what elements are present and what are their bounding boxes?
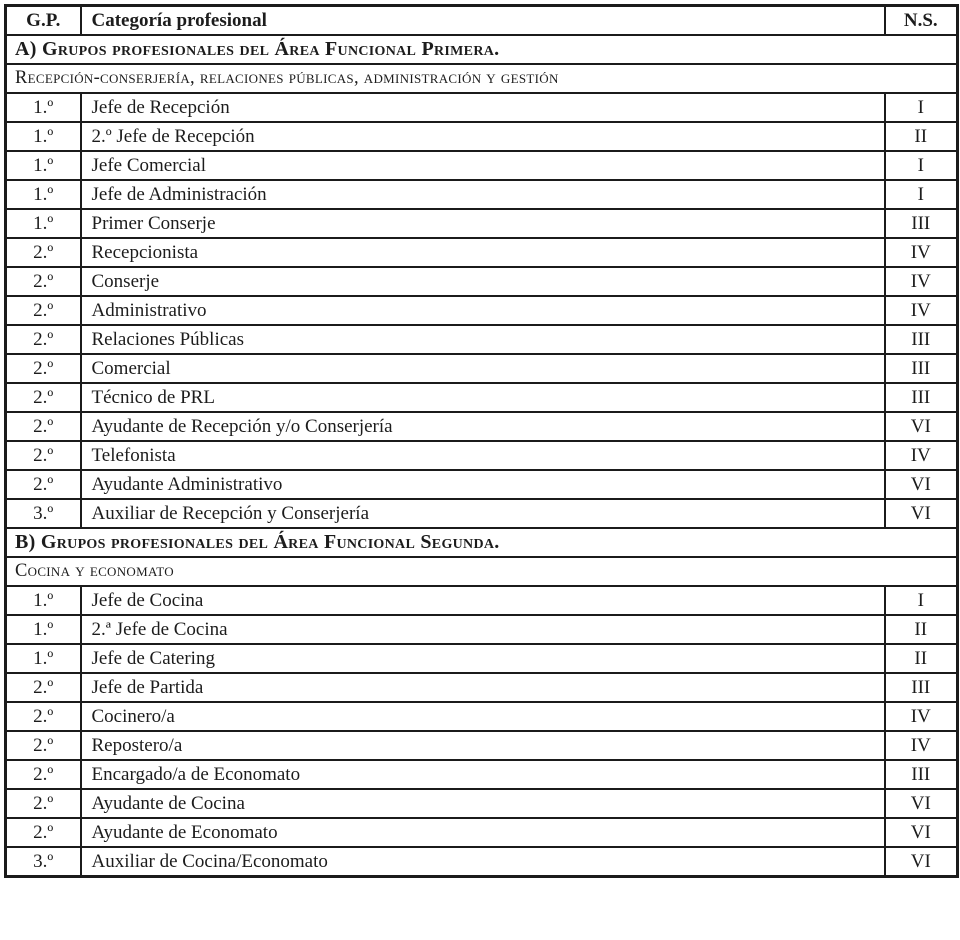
gp-cell: 1.º (6, 209, 81, 238)
subsection-title: Recepción-conserjería, relaciones públicas, administración y gestión (6, 64, 958, 93)
category-cell: Jefe de Partida (81, 673, 885, 702)
table-row (6, 586, 958, 615)
category-cell: Cocinero/a (81, 702, 885, 731)
category-cell: Comercial (81, 354, 885, 383)
ns-cell: VI (885, 847, 958, 877)
ns-cell: II (885, 122, 958, 151)
ns-cell: I (885, 151, 958, 180)
table-row (6, 180, 958, 209)
table-row (6, 702, 958, 731)
section-title: B) Grupos profesionales del Área Funcional Segunda. (6, 528, 958, 557)
table-row (6, 731, 958, 760)
subsection-header-row (6, 64, 958, 93)
table-row (6, 267, 958, 296)
category-cell: Jefe de Catering (81, 644, 885, 673)
ns-cell: IV (885, 441, 958, 470)
table-row (6, 412, 958, 441)
table-row (6, 383, 958, 412)
category-cell: Jefe de Administración (81, 180, 885, 209)
category-cell: Auxiliar de Cocina/Economato (81, 847, 885, 877)
professional-categories-table (4, 4, 959, 878)
table-row (6, 470, 958, 499)
table-row (6, 354, 958, 383)
table-row (6, 93, 958, 122)
gp-cell: 1.º (6, 586, 81, 615)
table-row (6, 209, 958, 238)
gp-cell: 2.º (6, 383, 81, 412)
category-cell: Ayudante de Cocina (81, 789, 885, 818)
gp-cell: 2.º (6, 789, 81, 818)
ns-cell: III (885, 673, 958, 702)
ns-cell: III (885, 325, 958, 354)
category-cell: Administrativo (81, 296, 885, 325)
section-header-row (6, 528, 958, 557)
column-header-gp: G.P. (6, 6, 81, 36)
subsection-title: Cocina y economato (6, 557, 958, 586)
gp-cell: 2.º (6, 267, 81, 296)
table-row (6, 441, 958, 470)
table-row (6, 325, 958, 354)
gp-cell: 1.º (6, 151, 81, 180)
ns-cell: VI (885, 499, 958, 528)
column-header-ns: N.S. (885, 6, 958, 36)
ns-cell: IV (885, 238, 958, 267)
category-cell: Ayudante de Economato (81, 818, 885, 847)
category-cell: Ayudante Administrativo (81, 470, 885, 499)
gp-cell: 1.º (6, 615, 81, 644)
table-row (6, 122, 958, 151)
table-row (6, 673, 958, 702)
gp-cell: 2.º (6, 441, 81, 470)
gp-cell: 2.º (6, 470, 81, 499)
table-row (6, 296, 958, 325)
gp-cell: 2.º (6, 412, 81, 441)
subsection-header-row (6, 557, 958, 586)
gp-cell: 2.º (6, 673, 81, 702)
ns-cell: IV (885, 267, 958, 296)
gp-cell: 2.º (6, 731, 81, 760)
ns-cell: II (885, 644, 958, 673)
category-cell: Primer Conserje (81, 209, 885, 238)
category-cell: Jefe de Recepción (81, 93, 885, 122)
gp-cell: 1.º (6, 122, 81, 151)
table-row (6, 760, 958, 789)
category-cell: Conserje (81, 267, 885, 296)
gp-cell: 2.º (6, 702, 81, 731)
ns-cell: II (885, 615, 958, 644)
category-cell: 2.ª Jefe de Cocina (81, 615, 885, 644)
ns-cell: III (885, 354, 958, 383)
category-cell: Telefonista (81, 441, 885, 470)
table-row (6, 499, 958, 528)
gp-cell: 1.º (6, 93, 81, 122)
gp-cell: 2.º (6, 818, 81, 847)
section-header-row (6, 35, 958, 64)
gp-cell: 1.º (6, 644, 81, 673)
category-cell: Ayudante de Recepción y/o Conserjería (81, 412, 885, 441)
table-row (6, 615, 958, 644)
gp-cell: 2.º (6, 325, 81, 354)
table-row (6, 789, 958, 818)
table-row (6, 847, 958, 877)
gp-cell: 1.º (6, 180, 81, 209)
gp-cell: 3.º (6, 847, 81, 877)
table-row (6, 238, 958, 267)
section-title: A) Grupos profesionales del Área Funcional Primera. (6, 35, 958, 64)
ns-cell: III (885, 383, 958, 412)
category-cell: Repostero/a (81, 731, 885, 760)
column-header-category: Categoría profesional (81, 6, 885, 36)
gp-cell: 2.º (6, 354, 81, 383)
category-cell: 2.º Jefe de Recepción (81, 122, 885, 151)
category-cell: Encargado/a de Economato (81, 760, 885, 789)
category-cell: Jefe de Cocina (81, 586, 885, 615)
category-cell: Auxiliar de Recepción y Conserjería (81, 499, 885, 528)
gp-cell: 2.º (6, 760, 81, 789)
ns-cell: I (885, 93, 958, 122)
ns-cell: III (885, 760, 958, 789)
gp-cell: 2.º (6, 238, 81, 267)
ns-cell: VI (885, 470, 958, 499)
ns-cell: IV (885, 731, 958, 760)
gp-cell: 2.º (6, 296, 81, 325)
category-cell: Técnico de PRL (81, 383, 885, 412)
table-row (6, 151, 958, 180)
ns-cell: III (885, 209, 958, 238)
table-row (6, 644, 958, 673)
ns-cell: IV (885, 296, 958, 325)
ns-cell: VI (885, 412, 958, 441)
ns-cell: VI (885, 789, 958, 818)
ns-cell: I (885, 586, 958, 615)
category-cell: Jefe Comercial (81, 151, 885, 180)
gp-cell: 3.º (6, 499, 81, 528)
ns-cell: I (885, 180, 958, 209)
category-cell: Recepcionista (81, 238, 885, 267)
header-row (6, 6, 958, 36)
category-cell: Relaciones Públicas (81, 325, 885, 354)
ns-cell: IV (885, 702, 958, 731)
table-row (6, 818, 958, 847)
ns-cell: VI (885, 818, 958, 847)
